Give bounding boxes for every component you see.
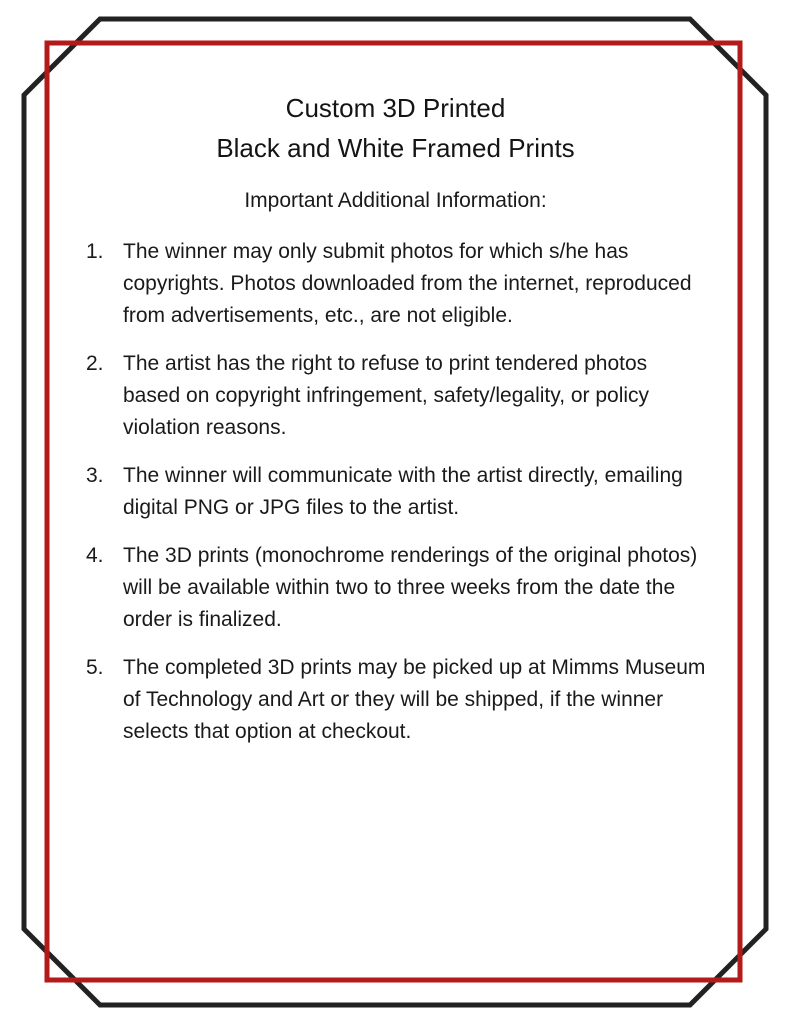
- information-list: [86, 236, 706, 764]
- list-item: [86, 348, 706, 444]
- list-item-number: 1.: [86, 240, 104, 263]
- list-item-text: The winner will communicate with the artist directly, emailing digital PNG or JPG files to the artist.: [123, 464, 683, 519]
- list-item: [86, 236, 706, 332]
- list-item-text: The completed 3D prints may be picked up at Mimms Museum of Technology and Art or they will be shipped, if the winner selects that option at checkout.: [123, 656, 706, 743]
- list-item-text: The winner may only submit photos for which s/he has copyrights. Photos downloaded from the internet, reproduced from advertisements, etc., are not eligible.: [123, 240, 692, 327]
- list-item-number: 5.: [86, 656, 104, 679]
- title-line-1: Custom 3D Printed: [285, 93, 506, 123]
- section-heading: Important Additional Information:: [244, 189, 547, 212]
- list-item-number: 4.: [86, 544, 104, 567]
- list-item: [86, 652, 706, 748]
- list-item: [86, 460, 706, 524]
- list-item-text: The artist has the right to refuse to print tendered photos based on copyright infringement, safety/legality, or policy violation reasons.: [123, 352, 650, 439]
- list-item-number: 3.: [86, 464, 104, 487]
- list-item-number: 2.: [86, 352, 104, 375]
- title-line-2: Black and White Framed Prints: [216, 133, 575, 163]
- list-item: [86, 540, 706, 636]
- list-item-text: The 3D prints (monochrome renderings of the original photos) will be available within two to three weeks from the date the order is finalized.: [123, 544, 698, 631]
- page-title: [0, 88, 791, 168]
